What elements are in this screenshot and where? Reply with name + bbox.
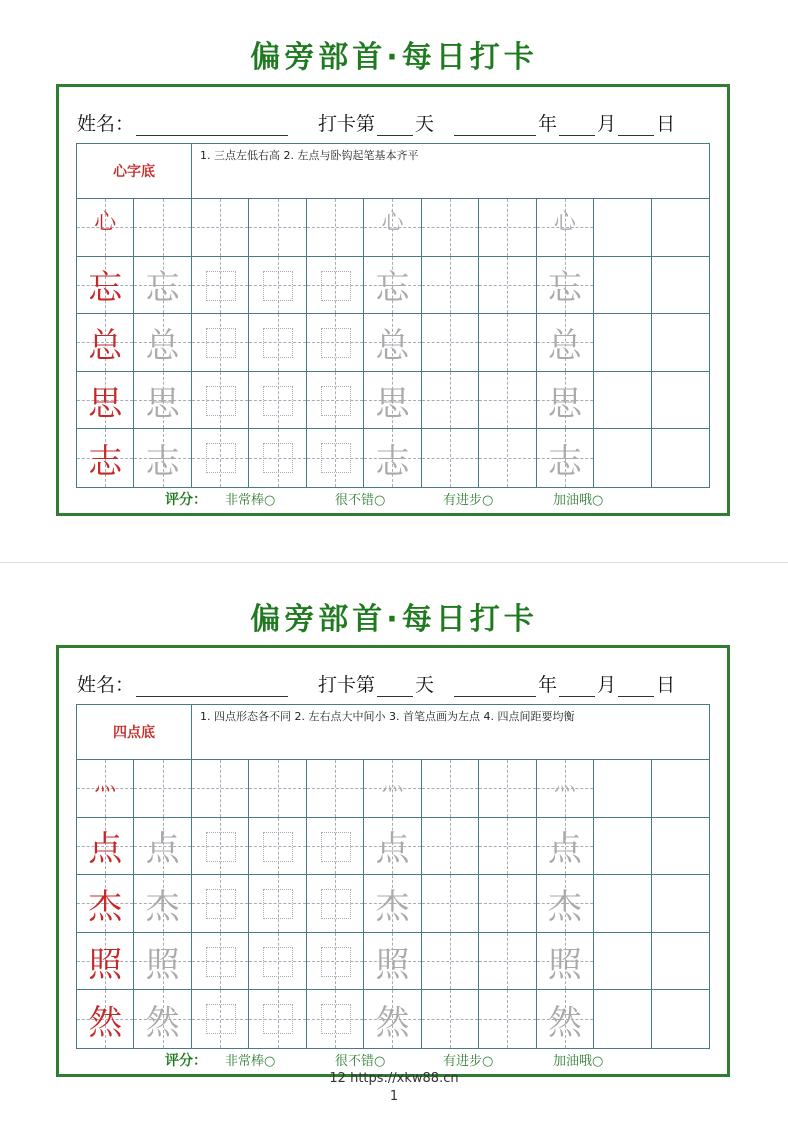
writing-cell[interactable]: [422, 875, 479, 932]
writing-cell[interactable]: [77, 429, 134, 487]
writing-cell[interactable]: [479, 760, 536, 817]
model-character: 心: [94, 209, 117, 235]
dotted-guide-box: [263, 832, 293, 862]
score-option[interactable]: 有进步○: [443, 1054, 494, 1069]
dotted-guide-box: [206, 1004, 236, 1034]
dotted-guide-box: [206, 947, 236, 977]
writing-cell[interactable]: [364, 429, 421, 487]
trace-character: 总: [375, 325, 410, 366]
name-field[interactable]: [136, 118, 288, 136]
writing-cell[interactable]: [192, 257, 249, 314]
writing-cell[interactable]: [134, 199, 191, 256]
dotted-guide-box: [263, 1004, 293, 1034]
dotted-guide-box: [321, 1004, 351, 1034]
writing-cell[interactable]: [364, 933, 421, 990]
writing-cell[interactable]: [537, 875, 594, 932]
writing-cell[interactable]: [77, 257, 134, 314]
dotted-guide-box: [321, 386, 351, 416]
checkin-card: [56, 84, 730, 516]
trace-character: 杰: [547, 886, 582, 927]
practice-row: [77, 314, 709, 372]
writing-cell[interactable]: [134, 429, 191, 487]
writing-cell[interactable]: [594, 372, 651, 429]
practice-row: [77, 875, 709, 933]
writing-cell[interactable]: [134, 875, 191, 932]
date-label: 日: [656, 113, 676, 135]
writing-cell[interactable]: [652, 372, 709, 429]
writing-cell[interactable]: [307, 875, 364, 932]
trace-character: 忘: [547, 268, 582, 309]
month-field[interactable]: [559, 118, 595, 136]
dotted-guide-box: [321, 443, 351, 473]
writing-cell[interactable]: [594, 314, 651, 371]
model-character: 杰: [88, 886, 123, 927]
page-number: 1: [389, 1089, 399, 1104]
radical-name: 心字底: [77, 144, 192, 198]
day-field[interactable]: [377, 679, 413, 697]
year-field[interactable]: [454, 118, 536, 136]
trace-character: 然: [375, 1002, 410, 1043]
writing-cell[interactable]: [307, 314, 364, 371]
writing-cell[interactable]: [364, 760, 421, 817]
writing-cell[interactable]: [192, 199, 249, 256]
year-field[interactable]: [454, 679, 536, 697]
writing-cell[interactable]: [652, 429, 709, 487]
dotted-guide-box: [206, 386, 236, 416]
writing-cell[interactable]: [192, 875, 249, 932]
trace-character: 志: [375, 441, 410, 482]
writing-cell[interactable]: [307, 933, 364, 990]
info-line: [77, 670, 675, 697]
score-option[interactable]: 很不错○: [335, 1054, 386, 1069]
info-line: [77, 109, 675, 136]
worksheet-title: 偏旁部首·每日打卡: [250, 602, 538, 637]
day-prefix: 打卡第: [318, 113, 376, 135]
writing-cell[interactable]: [652, 314, 709, 371]
trace-character: 心: [381, 209, 404, 235]
writing-cell[interactable]: [249, 933, 306, 990]
dotted-guide-box: [206, 889, 236, 919]
trace-character: 灬: [553, 770, 576, 796]
writing-cell[interactable]: [537, 933, 594, 990]
writing-cell[interactable]: [77, 875, 134, 932]
dotted-guide-box: [206, 271, 236, 301]
writing-cell[interactable]: [77, 990, 134, 1048]
writing-cell[interactable]: [422, 760, 479, 817]
trace-character: 杰: [145, 886, 180, 927]
writing-cell[interactable]: [652, 257, 709, 314]
practice-grid: [76, 143, 710, 488]
writing-cell[interactable]: [422, 314, 479, 371]
writing-cell[interactable]: [134, 314, 191, 371]
trace-character: 然: [145, 1002, 180, 1043]
writing-cell[interactable]: [594, 875, 651, 932]
dotted-guide-box: [206, 832, 236, 862]
writing-cell[interactable]: [307, 760, 364, 817]
practice-row: [77, 429, 709, 487]
score-option[interactable]: 加油哦○: [553, 1054, 604, 1069]
writing-tips: 1. 四点形态各不同 2. 左右点大中间小 3. 首笔点画为左点 4. 四点间距要均衡: [200, 710, 575, 723]
model-character: 志: [88, 441, 123, 482]
writing-cell[interactable]: [422, 372, 479, 429]
trace-character: 点: [547, 829, 582, 870]
writing-cell[interactable]: [192, 372, 249, 429]
dotted-guide-box: [263, 386, 293, 416]
writing-cell[interactable]: [134, 818, 191, 875]
writing-cell[interactable]: [652, 760, 709, 817]
writing-cell[interactable]: [364, 314, 421, 371]
writing-cell[interactable]: [652, 875, 709, 932]
writing-cell[interactable]: [77, 760, 134, 817]
writing-cell[interactable]: [594, 760, 651, 817]
dotted-guide-box: [321, 889, 351, 919]
model-character: 点: [88, 829, 123, 870]
writing-cell[interactable]: [422, 818, 479, 875]
writing-cell[interactable]: [422, 990, 479, 1048]
page-separator: [0, 562, 788, 563]
writing-cell[interactable]: [134, 372, 191, 429]
score-option[interactable]: 加油哦○: [553, 493, 604, 508]
trace-character: 杰: [375, 886, 410, 927]
writing-cell[interactable]: [479, 933, 536, 990]
writing-cell[interactable]: [537, 199, 594, 256]
practice-row: [77, 933, 709, 991]
writing-cell[interactable]: [652, 990, 709, 1048]
writing-cell[interactable]: [134, 257, 191, 314]
date-field[interactable]: [618, 118, 654, 136]
writing-cell[interactable]: [479, 429, 536, 487]
writing-cell[interactable]: [134, 933, 191, 990]
writing-cell[interactable]: [249, 199, 306, 256]
practice-row: [77, 199, 709, 257]
dotted-guide-box: [206, 443, 236, 473]
dotted-guide-box: [263, 271, 293, 301]
writing-cell[interactable]: [364, 875, 421, 932]
writing-cell[interactable]: [249, 990, 306, 1048]
trace-character: 然: [547, 1002, 582, 1043]
writing-cell[interactable]: [364, 818, 421, 875]
writing-cell[interactable]: [192, 760, 249, 817]
writing-cell[interactable]: [594, 990, 651, 1048]
trace-character: 总: [547, 325, 582, 366]
model-character: 忘: [88, 268, 123, 309]
trace-character: 照: [145, 944, 180, 985]
dotted-guide-box: [263, 947, 293, 977]
dotted-guide-box: [263, 443, 293, 473]
practice-row: [77, 257, 709, 315]
writing-cell[interactable]: [594, 199, 651, 256]
month-label: 月: [597, 113, 617, 135]
writing-cell[interactable]: [307, 199, 364, 256]
writing-cell[interactable]: [134, 760, 191, 817]
writing-cell[interactable]: [479, 314, 536, 371]
trace-character: 忘: [145, 268, 180, 309]
writing-cell[interactable]: [307, 429, 364, 487]
writing-cell[interactable]: [479, 990, 536, 1048]
day-suffix: 天: [415, 113, 435, 135]
model-character: 然: [88, 1002, 123, 1043]
writing-cell[interactable]: [652, 933, 709, 990]
writing-cell[interactable]: [249, 760, 306, 817]
name-label: 姓名：: [77, 674, 135, 696]
score-option[interactable]: 非常棒○: [225, 1054, 276, 1069]
trace-character: 点: [375, 829, 410, 870]
practice-row: [77, 372, 709, 430]
day-field[interactable]: [377, 118, 413, 136]
watermark: 12 https://xkw88.cn: [329, 1071, 459, 1086]
dotted-guide-box: [206, 328, 236, 358]
trace-character: 灬: [381, 770, 404, 796]
score-option[interactable]: 非常棒○: [225, 493, 276, 508]
trace-character: 思: [375, 383, 410, 424]
writing-cell[interactable]: [249, 372, 306, 429]
writing-cell[interactable]: [652, 199, 709, 256]
trace-character: 照: [547, 944, 582, 985]
writing-cell[interactable]: [422, 429, 479, 487]
dotted-guide-box: [321, 271, 351, 301]
dotted-guide-box: [321, 328, 351, 358]
trace-character: 照: [375, 944, 410, 985]
trace-character: 思: [547, 383, 582, 424]
writing-cell[interactable]: [422, 933, 479, 990]
writing-cell[interactable]: [249, 818, 306, 875]
writing-cell[interactable]: [249, 257, 306, 314]
writing-cell[interactable]: [364, 199, 421, 256]
model-character: 总: [88, 325, 123, 366]
writing-cell[interactable]: [249, 429, 306, 487]
writing-cell[interactable]: [77, 314, 134, 371]
score-option[interactable]: 有进步○: [443, 493, 494, 508]
writing-cell[interactable]: [537, 372, 594, 429]
writing-cell[interactable]: [594, 933, 651, 990]
writing-cell[interactable]: [134, 990, 191, 1048]
writing-cell[interactable]: [652, 818, 709, 875]
model-character: 照: [88, 944, 123, 985]
writing-cell[interactable]: [479, 257, 536, 314]
writing-cell[interactable]: [364, 990, 421, 1048]
trace-character: 总: [145, 325, 180, 366]
month-field[interactable]: [559, 679, 595, 697]
day-suffix: 天: [415, 674, 435, 696]
practice-row: [77, 760, 709, 818]
writing-cell[interactable]: [364, 372, 421, 429]
score-label: 评分：: [165, 1053, 207, 1069]
trace-character: 忘: [375, 268, 410, 309]
model-character: 思: [88, 383, 123, 424]
dotted-guide-box: [321, 947, 351, 977]
writing-cell[interactable]: [77, 818, 134, 875]
writing-cell[interactable]: [192, 429, 249, 487]
writing-cell[interactable]: [537, 257, 594, 314]
year-label: 年: [538, 113, 558, 135]
writing-cell[interactable]: [249, 875, 306, 932]
practice-grid: [76, 704, 710, 1049]
name-field[interactable]: [136, 679, 288, 697]
radical-name: 四点底: [77, 705, 192, 759]
practice-row: [77, 818, 709, 876]
writing-cell[interactable]: [364, 257, 421, 314]
writing-cell[interactable]: [192, 990, 249, 1048]
dotted-guide-box: [321, 832, 351, 862]
date-label: 日: [656, 674, 676, 696]
writing-cell[interactable]: [479, 372, 536, 429]
day-prefix: 打卡第: [318, 674, 376, 696]
writing-cell[interactable]: [537, 990, 594, 1048]
writing-cell[interactable]: [594, 429, 651, 487]
date-field[interactable]: [618, 679, 654, 697]
writing-cell[interactable]: [249, 314, 306, 371]
trace-character: 点: [145, 829, 180, 870]
writing-cell[interactable]: [307, 257, 364, 314]
writing-cell[interactable]: [479, 875, 536, 932]
writing-cell[interactable]: [537, 818, 594, 875]
writing-cell[interactable]: [192, 314, 249, 371]
practice-row: [77, 990, 709, 1048]
worksheet-title: 偏旁部首·每日打卡: [250, 40, 538, 75]
writing-cell[interactable]: [594, 818, 651, 875]
model-character: 灬: [94, 770, 117, 796]
writing-cell[interactable]: [537, 314, 594, 371]
name-label: 姓名：: [77, 113, 135, 135]
score-option[interactable]: 很不错○: [335, 493, 386, 508]
dotted-guide-box: [263, 889, 293, 919]
writing-cell[interactable]: [307, 372, 364, 429]
writing-cell[interactable]: [422, 257, 479, 314]
writing-tips: 1. 三点左低右高 2. 左点与卧钩起笔基本齐平: [200, 149, 419, 162]
year-label: 年: [538, 674, 558, 696]
writing-cell[interactable]: [594, 257, 651, 314]
writing-cell[interactable]: [479, 818, 536, 875]
score-label: 评分：: [165, 492, 207, 508]
writing-cell[interactable]: [77, 199, 134, 256]
checkin-card: [56, 645, 730, 1077]
trace-character: 思: [145, 383, 180, 424]
writing-cell[interactable]: [77, 933, 134, 990]
trace-character: 志: [547, 441, 582, 482]
writing-cell[interactable]: [192, 818, 249, 875]
writing-cell[interactable]: [479, 199, 536, 256]
month-label: 月: [597, 674, 617, 696]
writing-cell[interactable]: [537, 429, 594, 487]
writing-cell[interactable]: [192, 933, 249, 990]
dotted-guide-box: [263, 328, 293, 358]
trace-character: 心: [553, 209, 576, 235]
writing-cell[interactable]: [537, 760, 594, 817]
writing-cell[interactable]: [77, 372, 134, 429]
trace-character: 志: [145, 441, 180, 482]
writing-cell[interactable]: [307, 990, 364, 1048]
writing-cell[interactable]: [307, 818, 364, 875]
writing-cell[interactable]: [422, 199, 479, 256]
